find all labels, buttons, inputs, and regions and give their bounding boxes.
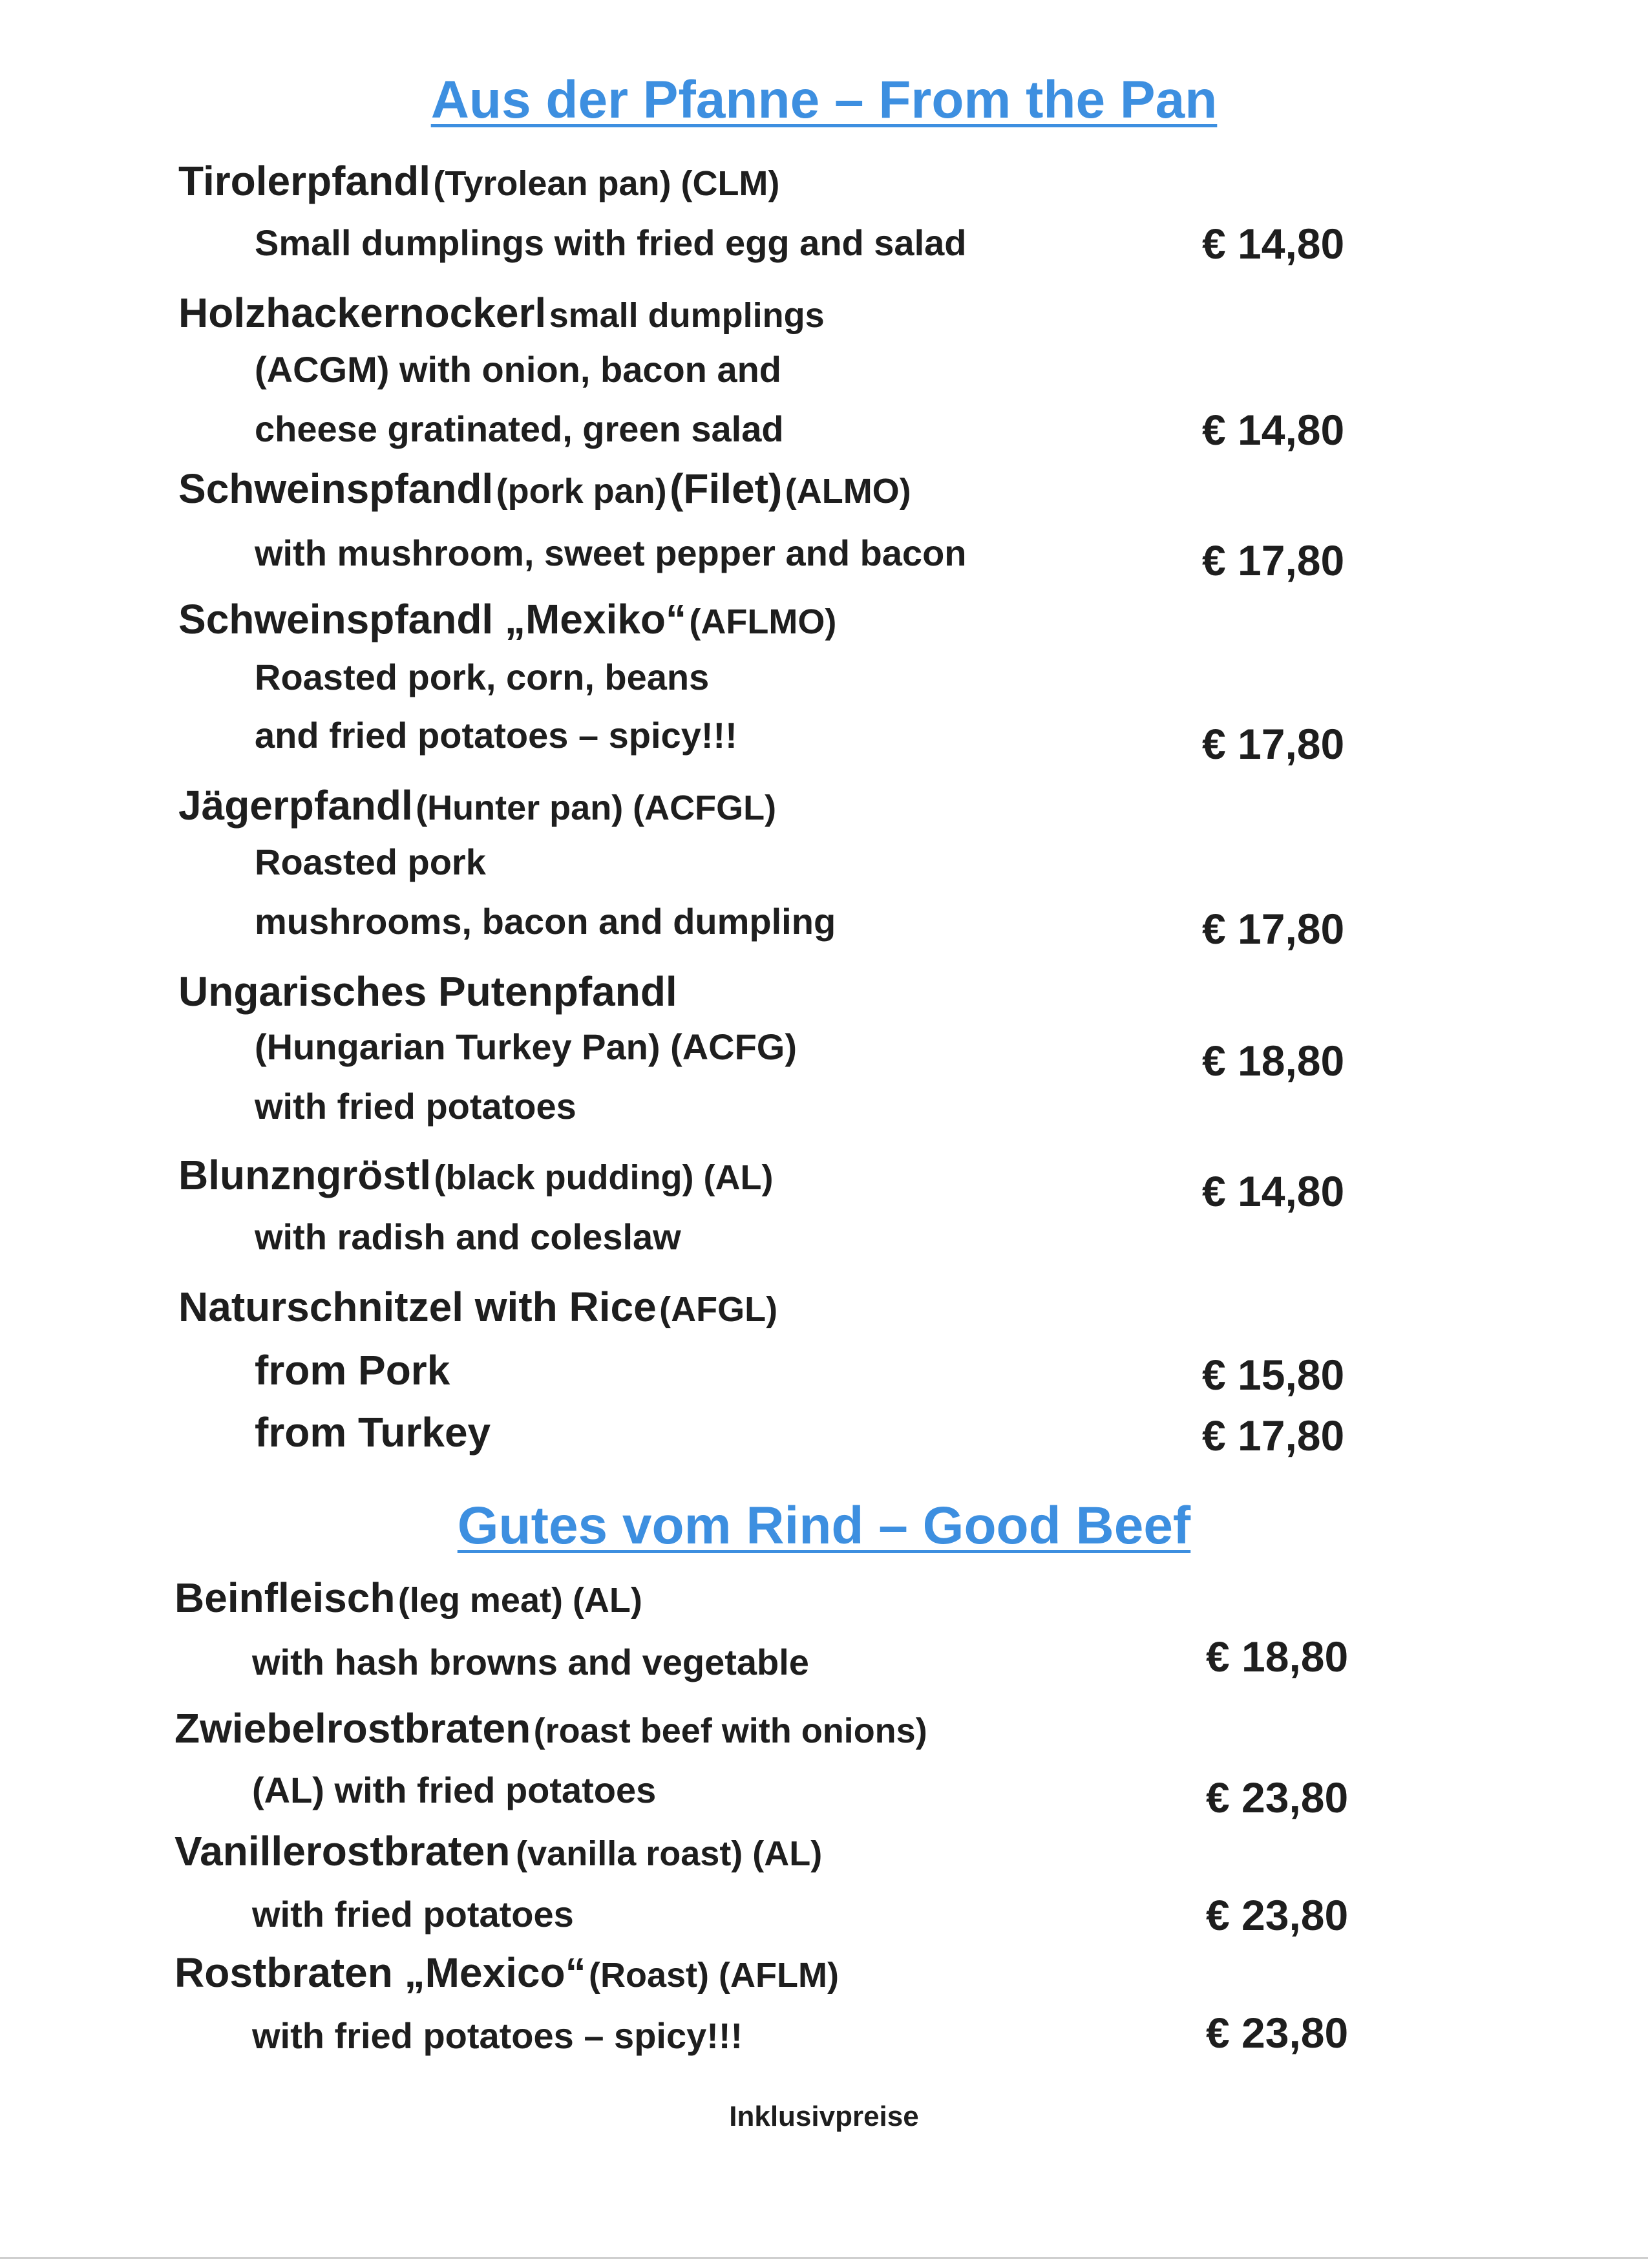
menu-item-name: Rostbraten „Mexico“ (Roast) (AFLM)	[174, 1949, 839, 1996]
menu-item-price: € 23,80	[1206, 1891, 1349, 1939]
menu-item-price: € 17,80	[1202, 1412, 1345, 1459]
menu-item-price: € 14,80	[1202, 220, 1345, 268]
menu-item-price: € 15,80	[1202, 1351, 1345, 1399]
menu-item-desc: and fried potatoes – spicy!!!	[255, 715, 737, 756]
menu-item-price: € 23,80	[1206, 1774, 1349, 1821]
menu-item-name: Naturschnitzel with Rice (AFGL)	[178, 1284, 778, 1330]
menu-item-price: € 17,80	[1202, 720, 1345, 768]
menu-item-desc: (AL) with fried potatoes	[252, 1770, 657, 1810]
menu-item-desc: Small dumplings with fried egg and salad	[255, 222, 967, 263]
menu-item-price: € 18,80	[1206, 1633, 1349, 1680]
menu-item-name: Blunzngröstl (black pudding) (AL)	[178, 1152, 774, 1198]
menu-item-name: Zwiebelrostbraten (roast beef with onions)	[174, 1705, 927, 1752]
menu-item-desc: Roasted pork, corn, beans	[255, 657, 710, 697]
page-bottom-edge	[0, 2257, 1648, 2259]
menu-item-desc: with hash browns and vegetable	[252, 1642, 809, 1682]
menu-item-desc: from Turkey	[255, 1409, 491, 1456]
menu-item-desc: with radish and coleslaw	[255, 1216, 681, 1257]
menu-item-name: Holzhackernockerl small dumplings	[178, 290, 825, 336]
menu-item-desc: (ACGM) with onion, bacon and	[255, 349, 782, 390]
menu-item-name: Jägerpfandl (Hunter pan) (ACFGL)	[178, 782, 777, 829]
menu-item-price: € 18,80	[1202, 1037, 1345, 1085]
menu-item-name: Tirolerpfandl (Tyrolean pan) (CLM)	[178, 158, 780, 204]
menu-item-price: € 14,80	[1202, 1167, 1345, 1215]
menu-item-price: € 14,80	[1202, 406, 1345, 454]
section-heading-pan: Aus der Pfanne – From the Pan	[430, 70, 1218, 129]
menu-item-desc: Roasted pork	[255, 842, 486, 882]
menu-item-price: € 23,80	[1206, 2009, 1349, 2057]
menu-item-desc: (Hungarian Turkey Pan) (ACFG)	[255, 1026, 798, 1067]
menu-item-desc: with mushroom, sweet pepper and bacon	[255, 533, 967, 573]
menu-item-name: Schweinspfandl (pork pan) (Filet) (ALMO)	[178, 465, 911, 512]
menu-item-name: Beinfleisch (leg meat) (AL)	[174, 1574, 642, 1621]
menu-item-price: € 17,80	[1202, 536, 1345, 584]
menu-item-desc: mushrooms, bacon and dumpling	[255, 901, 836, 942]
menu-item-name: Vanillerostbraten (vanilla roast) (AL)	[174, 1828, 823, 1874]
menu-item-desc: with fried potatoes	[255, 1086, 576, 1127]
menu-item-desc: cheese gratinated, green salad	[255, 408, 784, 449]
menu-item-name: Schweinspfandl „Mexiko“ (AFLMO)	[178, 596, 837, 642]
footer-note: Inklusivpreise	[729, 2101, 919, 2132]
menu-item-name: Ungarisches Putenpfandl	[178, 968, 677, 1015]
menu-item-desc: from Pork	[255, 1347, 450, 1394]
menu-item-desc: with fried potatoes	[252, 1894, 574, 1934]
section-heading-beef: Gutes vom Rind – Good Beef	[457, 1496, 1191, 1555]
menu-item-desc: with fried potatoes – spicy!!!	[252, 2015, 743, 2056]
menu-item-price: € 17,80	[1202, 905, 1345, 953]
